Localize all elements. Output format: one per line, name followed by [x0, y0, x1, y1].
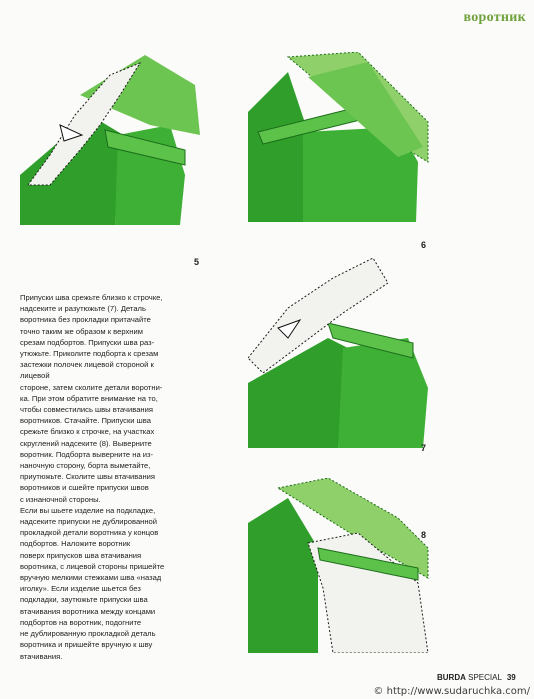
section-title: воротник — [463, 10, 526, 25]
figure-7-number: 7 — [421, 443, 427, 453]
jacket-front-left — [248, 72, 308, 222]
page-number: 39 — [506, 673, 516, 682]
figure-5-number: 5 — [194, 257, 200, 267]
figure-5-illustration — [20, 55, 205, 240]
jacket-front-left — [248, 498, 318, 653]
figure-6-number: 6 — [421, 240, 427, 250]
footer-special: SPECIAL — [468, 673, 502, 682]
instruction-text: Припуски шва срежьте близко к строчке, надсеките и разутюжьте (7). Деталь воротника без прокладки притачайте точно таким же образом к верхним срезам подбортов. Припуски шва раз- утюжьте. Приколите подборта к срезам застежки полочек лицевой стороной к лицевой стороне, затем сколите детали воротни- ка. При этом обратите внимание на то, чтобы совместились швы втачивания воротников. Стачайте. Припуски шва срежьте близко к строчке, на участках скруглений надсеките (8). Выверните воротник. Подборта выверните на из- наночную сторону, борта выметайте, приутюжьте. Сколите швы втачивания воротников и сшейте припуски швов с изнаночной стороны. Если вы шьете изделие на подкладке, надсеките припуски не дублированной прокладкой детали воротника у концов подбортов. Наложите воротник поверх припусков шва втачивания воротника, с лицевой стороны пришейте вручную мелкими стежками шва «назад иголку». Если изделие шьется без подкладки, заутюжьте припуски шва втачивания воротника между концами подбортов на воротник, подогните не дублированную прокладкой деталь воротника и пришейте вручную к шву втачивания. — [20, 293, 165, 661]
figure-6-illustration — [248, 52, 438, 242]
footer-brand: BURDA — [437, 673, 466, 682]
page-footer — [437, 673, 516, 682]
watermark: © http://www.sudaruchka.com/ — [373, 686, 530, 697]
figure-8-number: 8 — [421, 530, 427, 540]
figure-8-illustration — [248, 478, 438, 653]
figure-7-illustration — [248, 258, 438, 448]
jacket-front-right — [338, 338, 428, 448]
